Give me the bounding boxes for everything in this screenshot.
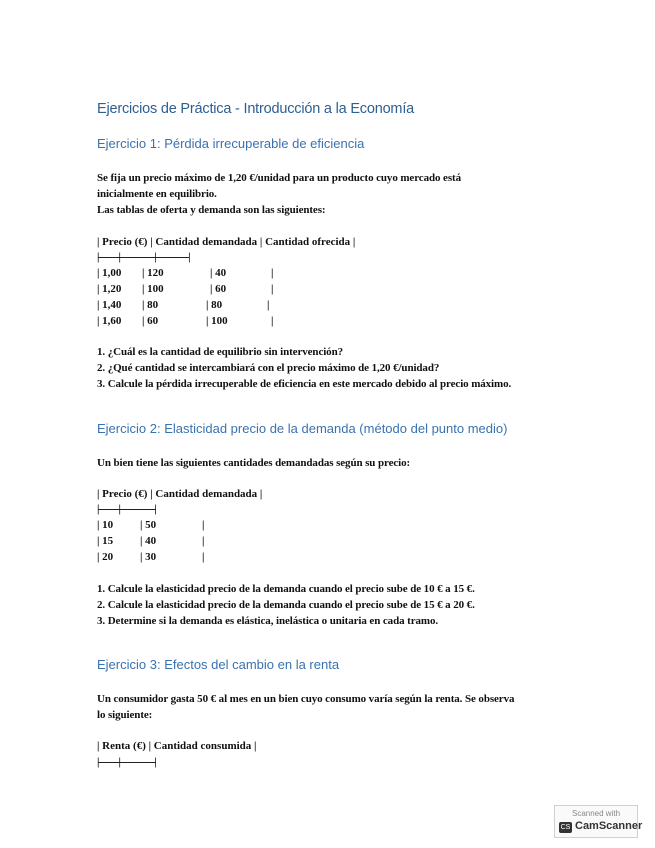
table-cell: | 20 — [97, 551, 114, 563]
table-cell: | 80 — [142, 299, 159, 311]
exercise-1-question: 2. ¿Qué cantidad se intercambiará con el precio máximo de 1,20 €/unidad? — [97, 362, 440, 374]
table-cell: | — [202, 519, 205, 531]
table-cell: | — [271, 315, 274, 327]
exercise-1-intro-line: Las tablas de oferta y demanda son las siguientes: — [97, 204, 326, 216]
exercise-2-table-header: | Precio (€) | Cantidad demandada | — [97, 488, 263, 500]
exercise-3-heading: Ejercicio 3: Efectos del cambio en la renta — [97, 657, 340, 672]
table-cell: | 100 — [142, 283, 164, 295]
exercise-2-question: 1. Calcule la elasticidad precio de la demanda cuando el precio sube de 10 € a 15 €. — [97, 583, 475, 595]
table-cell: | 60 — [142, 315, 159, 327]
table-cell: | — [271, 267, 274, 279]
table-cell: | 80 — [206, 299, 223, 311]
exercise-3-table-header: | Renta (€) | Cantidad consumida | — [97, 740, 257, 752]
table-cell: | 30 — [140, 551, 157, 563]
exercise-1-question: 1. ¿Cuál es la cantidad de equilibrio sin intervención? — [97, 346, 343, 358]
exercise-1-heading: Ejercicio 1: Pérdida irrecuperable de eficiencia — [97, 136, 365, 151]
table-cell: | 1,20 — [97, 283, 122, 295]
exercise-3-intro-line: Un consumidor gasta 50 € al mes en un bien cuyo consumo varía según la renta. Se observa — [97, 693, 515, 705]
watermark-caption: Scanned with — [571, 809, 621, 818]
table-cell: | 50 — [140, 519, 157, 531]
table-cell: | 1,00 — [97, 267, 122, 279]
table-cell: | 15 — [97, 535, 114, 547]
table-cell: | 120 — [142, 267, 164, 279]
table-cell: | 1,60 — [97, 315, 122, 327]
exercise-2-heading: Ejercicio 2: Elasticidad precio de la demanda (método del punto medio) — [97, 421, 508, 436]
watermark-brand: CamScanner — [575, 820, 643, 832]
exercise-3-table-separator: |----------|-----------------| — [97, 756, 156, 768]
camscanner-logo-icon: CS — [560, 824, 571, 831]
table-cell: | 1,40 — [97, 299, 122, 311]
table-cell: | — [202, 551, 205, 563]
exercise-1-question: 3. Calcule la pérdida irrecuperable de eficiencia en este mercado debido al precio máximo. — [97, 378, 512, 390]
table-cell: | 10 — [97, 519, 114, 531]
exercise-2-question: 3. Determine si la demanda es elástica, inelástica o unitaria en cada tramo. — [97, 615, 438, 627]
table-cell: | — [202, 535, 205, 547]
exercise-3-intro-line: lo siguiente: — [97, 709, 153, 721]
document-title: Ejercicios de Práctica - Introducción a la Economía — [97, 101, 415, 117]
exercise-1-intro-line: inicialmente en equilibrio. — [97, 188, 217, 200]
table-cell: | 40 — [140, 535, 157, 547]
table-cell: | — [267, 299, 270, 311]
exercise-1-table-separator: |----------|-----------------|----------------| — [97, 251, 190, 263]
exercise-2-table-separator: |----------|-----------------| — [97, 503, 156, 515]
exercise-2-intro: Un bien tiene las siguientes cantidades demandadas según su precio: — [97, 457, 411, 469]
table-cell: | — [271, 283, 274, 295]
table-cell: | 40 — [210, 267, 227, 279]
exercise-1-intro-line: Se fija un precio máximo de 1,20 €/unidad para un producto cuyo mercado está — [97, 172, 461, 184]
exercise-1-table-header: | Precio (€) | Cantidad demandada | Cantidad ofrecida | — [97, 236, 356, 248]
camscanner-watermark — [554, 805, 643, 838]
table-cell: | 100 — [206, 315, 228, 327]
table-cell: | 60 — [210, 283, 227, 295]
exercise-2-question: 2. Calcule la elasticidad precio de la demanda cuando el precio sube de 15 € a 20 €. — [97, 599, 475, 611]
